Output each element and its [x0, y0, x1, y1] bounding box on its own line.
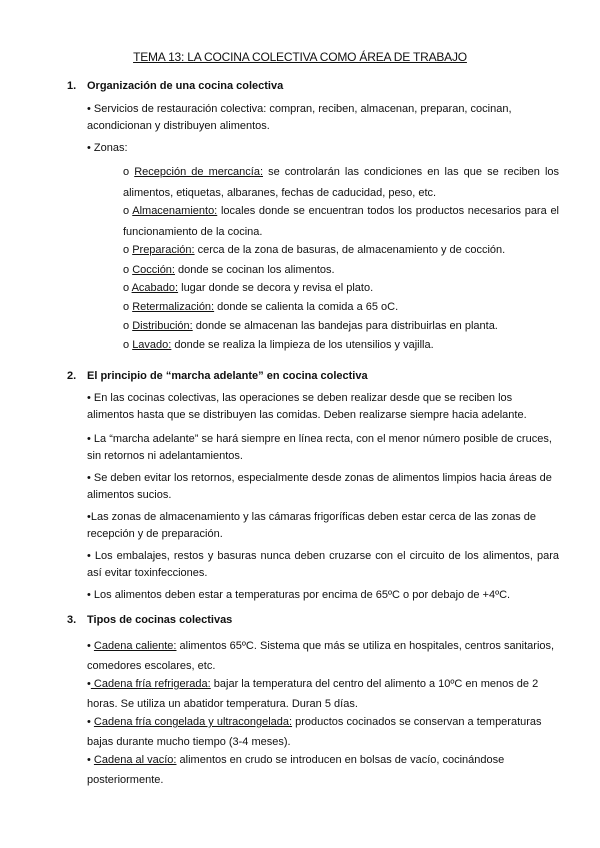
zone-item — [123, 240, 559, 261]
kitchen-type-term: Cadena caliente: — [93, 640, 177, 652]
kitchen-type-item — [87, 750, 559, 790]
services-paragraph: • Servicios de restauración colectiva: compran, reciben, almacenan, preparan, cocinan, acondicionan y distribuyen alimentos. — [87, 103, 512, 132]
kitchen-type-item — [87, 712, 559, 752]
zone-term: Lavado: — [132, 339, 172, 351]
zone-term: Preparación: — [132, 244, 195, 256]
section-2-heading — [67, 370, 368, 382]
kitchen-type-text: productos cocinados se conservan a temperaturas bajas durante mucho tiempo (3-4 meses). — [87, 716, 542, 748]
marcha-paragraph: • Los alimentos deben estar a temperaturas por encima de 65ºC o por debajo de +4ºC. — [87, 589, 511, 601]
zone-term: Distribución: — [132, 320, 193, 332]
zone-text: donde se calienta la comida a 65 oC. — [214, 301, 399, 313]
kitchen-type-term: Cadena fría congelada y ultracongelada: — [93, 716, 293, 728]
zone-item — [123, 297, 559, 318]
page-title: TEMA 13: LA COCINA COLECTIVA COMO ÁREA DE TRABAJO — [133, 50, 467, 64]
kitchen-type-text: alimentos 65ºC. Sistema que más se utiliza en hospitales, centros sanitarios, comedores escolares, etc. — [87, 640, 555, 672]
zone-item — [123, 335, 559, 356]
zone-marker: o — [123, 320, 130, 332]
zone-term: Recepción de mercancía: — [134, 166, 263, 178]
zone-marker: o — [123, 205, 130, 217]
zone-marker: o — [123, 339, 130, 351]
zone-marker: o — [123, 301, 130, 313]
section-3-number: 3. — [67, 614, 77, 626]
marcha-paragraph: •Las zonas de almacenamiento y las cámaras frigoríficas deben estar cerca de las zonas de recepción y de preparación. — [87, 511, 536, 540]
marcha-paragraph: • En las cocinas colectivas, las operaciones se deben realizar desde que se reciben los alimentos hasta que se distribuyen las comidas. Deben realizarse siempre hacia adelante. — [87, 392, 527, 421]
marcha-paragraph: • Los embalajes, restos y basuras nunca deben cruzarse con el circuito de los alimentos, para así evitar toxinfecciones. — [87, 550, 559, 579]
zone-marker: o — [123, 244, 130, 256]
zone-text: cerca de la zona de basuras, de almacenamiento y de cocción. — [194, 244, 506, 256]
kitchen-type-text: alimentos en crudo se introducen en bolsas de vacío, cocinándose posteriormente. — [87, 754, 505, 786]
zones-label: • Zonas: — [87, 142, 128, 154]
marcha-paragraph: • Se deben evitar los retornos, especialmente desde zonas de alimentos limpios hacia áreas de alimentos sucios. — [87, 472, 552, 501]
zone-text: donde se almacenan las bandejas para distribuirlas en planta. — [192, 320, 498, 332]
kitchen-type-prefix: • — [87, 754, 94, 766]
zone-term: Retermalización: — [132, 301, 215, 313]
section-3-title: Tipos de cocinas colectivas — [87, 614, 233, 626]
kitchen-type-text: bajar la temperatura del centro del alimento a 10ºC en menos de 2 horas. Se utiliza un abatidor temperatura. Duran 5 días. — [87, 678, 539, 710]
zone-text: lugar donde se decora y revisa el plato. — [178, 282, 374, 294]
kitchen-type-prefix: • — [87, 640, 94, 652]
zone-marker: o — [123, 166, 130, 178]
zone-text: donde se realiza la limpieza de los utensilios y vajilla. — [171, 339, 434, 351]
zone-item — [123, 201, 559, 243]
kitchen-type-item — [87, 636, 559, 676]
zone-item — [123, 162, 559, 204]
zone-text: locales donde se encuentran todos los productos necesarios para el funcionamiento de la cocina. — [123, 205, 560, 238]
section-2-number: 2. — [67, 370, 77, 382]
kitchen-type-prefix: • — [87, 678, 91, 690]
marcha-paragraph: • La “marcha adelante” se hará siempre en línea recta, con el menor número posible de cruces, sin retornos ni adelantamientos. — [87, 433, 552, 462]
section-2-title: El principio de “marcha adelante” en cocina colectiva — [87, 370, 368, 382]
kitchen-type-term: Cadena fría refrigerada: — [90, 678, 211, 690]
zone-term: Almacenamiento: — [132, 205, 218, 217]
kitchen-type-prefix: • — [87, 716, 94, 728]
zone-text: donde se cocinan los alimentos. — [174, 264, 335, 276]
section-1-title: Organización de una cocina colectiva — [87, 80, 284, 92]
section-3-heading — [67, 614, 232, 626]
zone-item — [123, 316, 559, 337]
zone-item — [123, 278, 559, 299]
zone-term: Cocción: — [132, 264, 175, 276]
zone-term: Acabado: — [131, 282, 179, 294]
kitchen-type-term: Cadena al vacío: — [93, 754, 177, 766]
section-1-heading — [67, 80, 283, 92]
zone-marker: o — [123, 264, 130, 276]
zone-text: se controlarán las condiciones en las que se reciben los alimentos, etiquetas, albaranes, fechas de caducidad, peso, etc. — [123, 166, 560, 199]
section-1-number: 1. — [67, 80, 77, 92]
zone-marker: o — [123, 282, 130, 294]
kitchen-type-item — [87, 674, 559, 714]
